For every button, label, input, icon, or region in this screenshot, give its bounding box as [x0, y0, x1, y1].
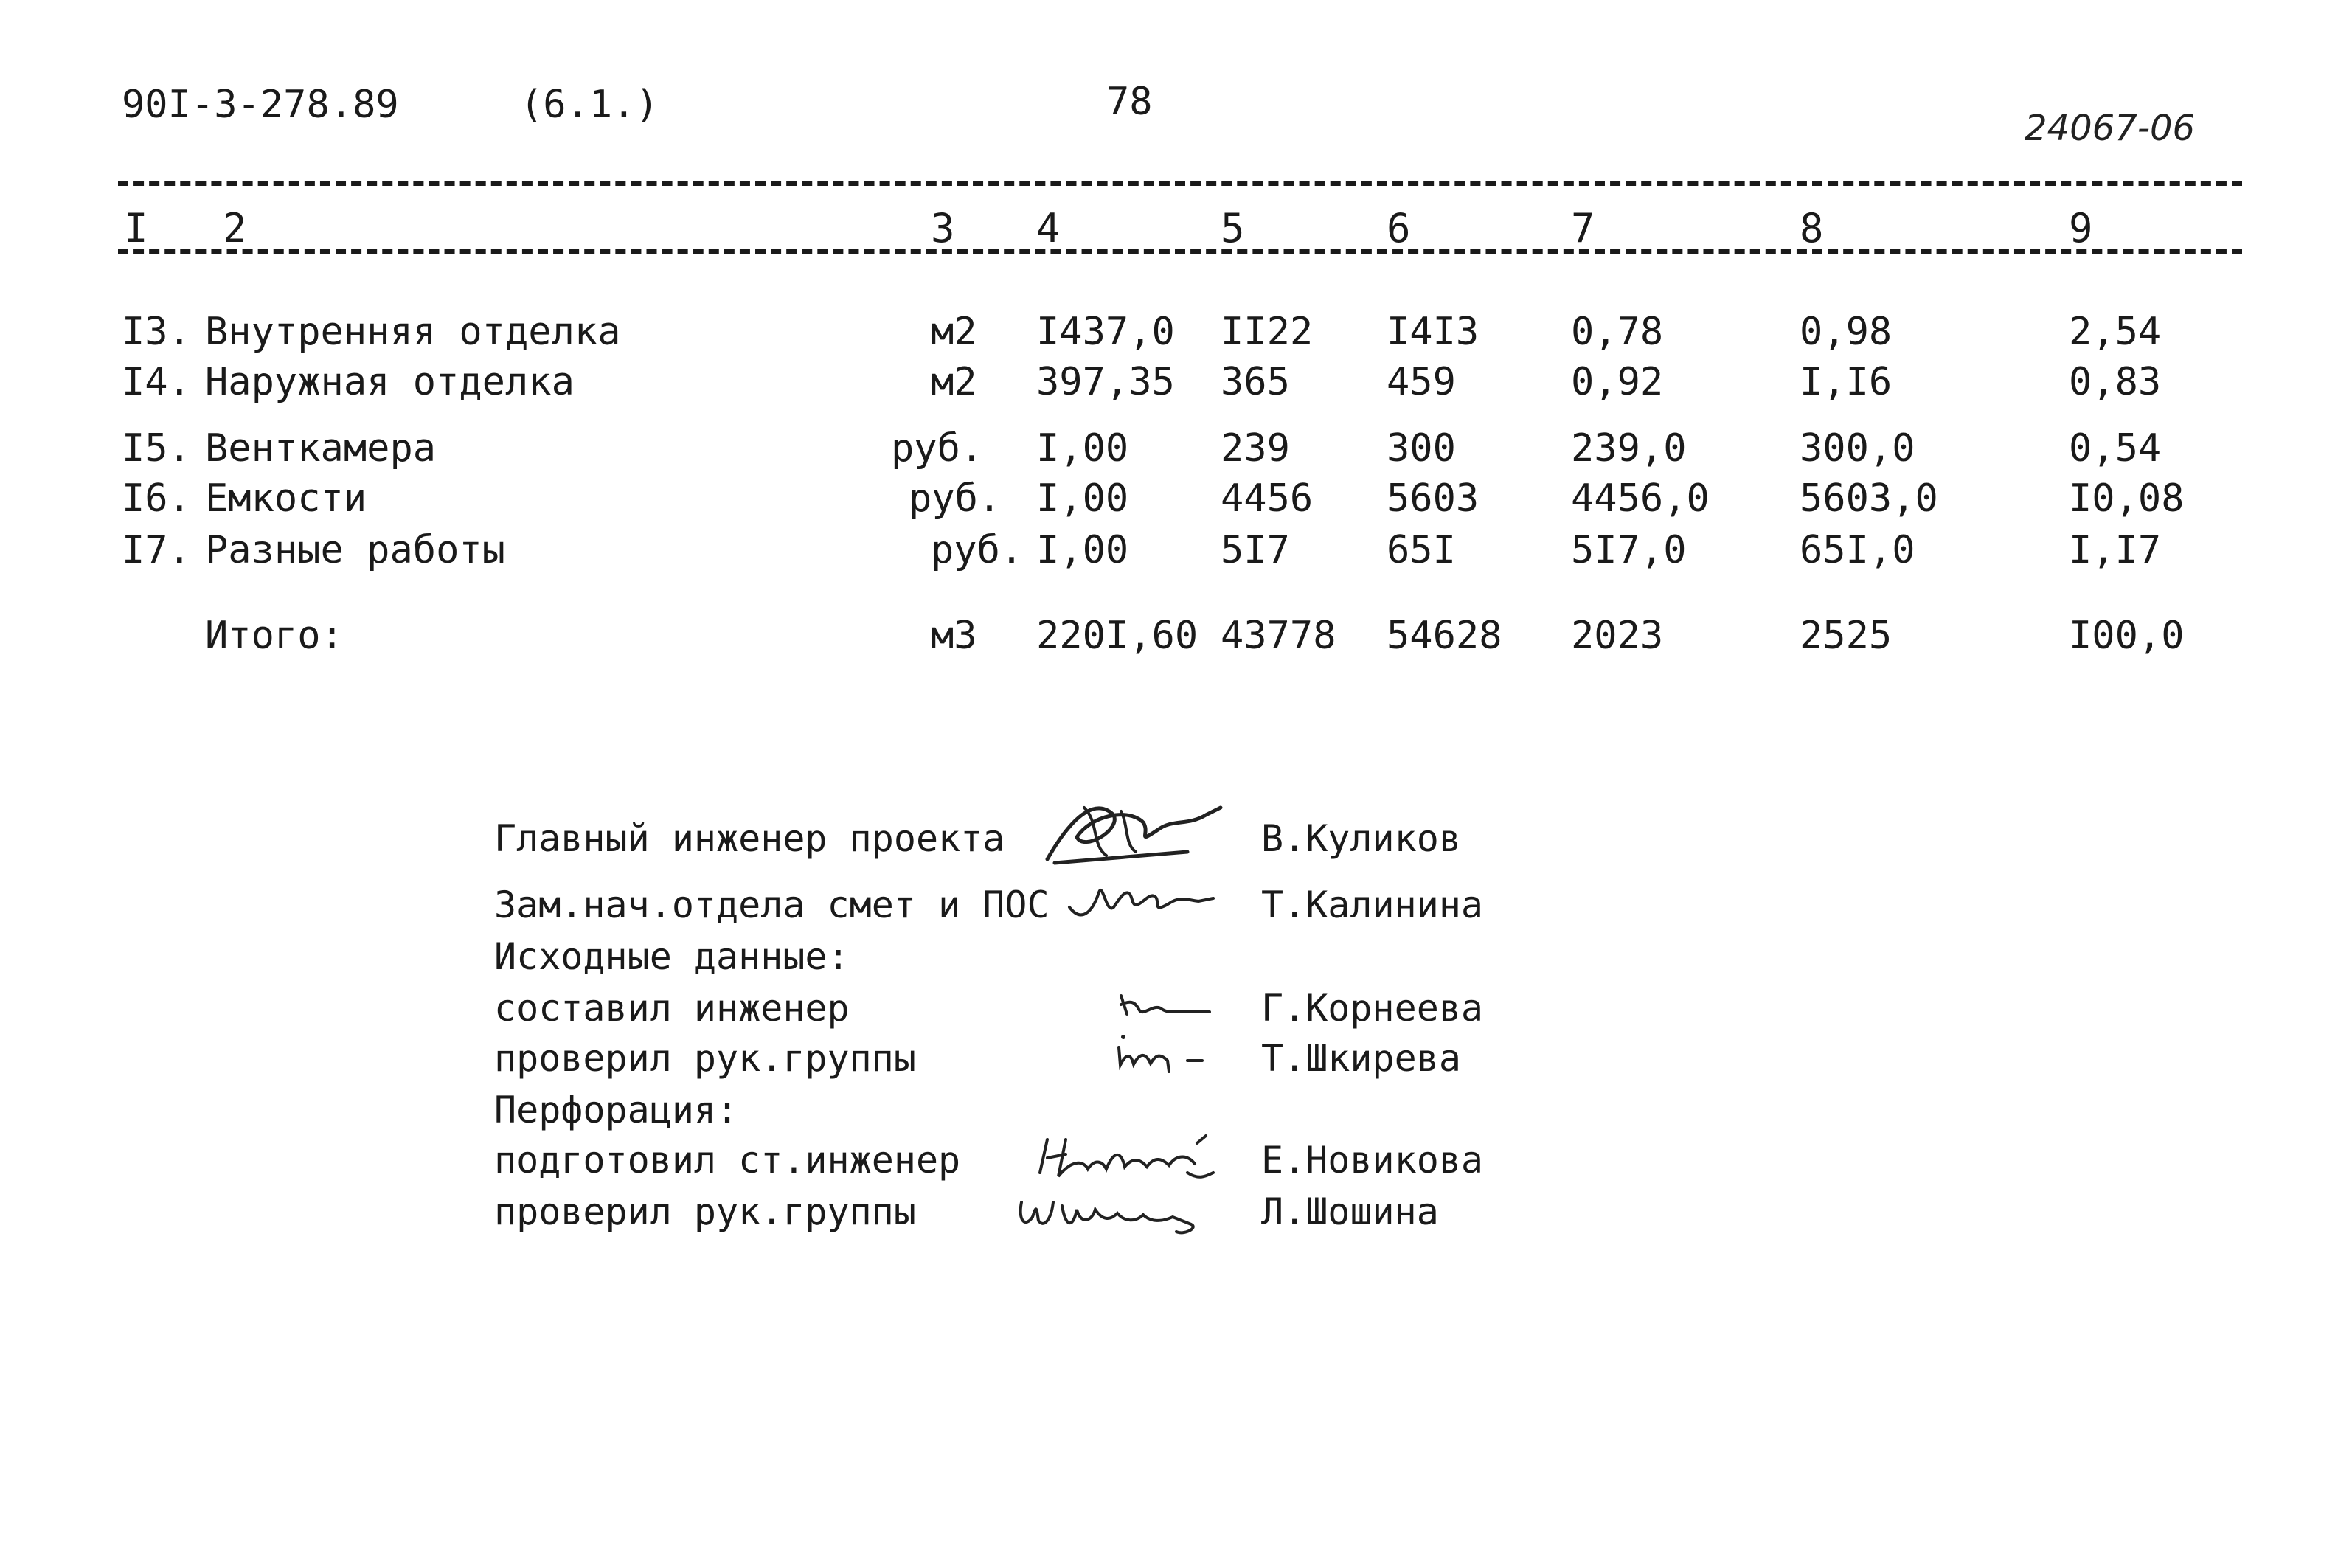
row-col9: 0,54: [2069, 426, 2162, 471]
signer-role: проверил рук.группы: [494, 1190, 916, 1233]
document-code: 90I-3-278.89: [122, 83, 399, 127]
row-number: I4.: [122, 360, 191, 404]
row-col6: 65I: [1387, 528, 1456, 572]
row-col8: 65I,0: [1800, 528, 1915, 572]
section-heading: Исходные данные:: [494, 935, 850, 978]
row-col7: 4456,0: [1571, 476, 1710, 521]
row-name: Внутренняя отделка: [205, 310, 621, 354]
handwritten-signature-korneeva: [1114, 981, 1224, 1025]
row-number: I3.: [122, 310, 191, 354]
column-header-3: 3: [931, 205, 955, 251]
row-col5: 5I7: [1221, 528, 1290, 572]
handwritten-signature-kulikov: [1033, 793, 1239, 874]
handwritten-signature-shkireva: [1110, 1031, 1221, 1075]
section-heading: Перфорация:: [494, 1089, 739, 1131]
signer-name: Г.Корнеева: [1261, 987, 1484, 1030]
total-col4: 220I,60: [1036, 614, 1198, 658]
row-col4: I,00: [1036, 476, 1129, 521]
section-number: (6.1.): [520, 83, 659, 127]
row-col5: 365: [1221, 360, 1290, 404]
signer-name: Т.Шкирева: [1261, 1037, 1461, 1080]
signer-name: В.Куликов: [1261, 817, 1461, 860]
signer-name: Л.Шошина: [1261, 1190, 1439, 1233]
row-col5: 239: [1221, 426, 1290, 471]
column-header-7: 7: [1571, 205, 1595, 251]
row-number: I5.: [122, 426, 191, 471]
inventory-stamp: 24067-06: [2025, 108, 2196, 149]
signature-section-heading: [0, 935, 2352, 987]
total-label: Итого:: [205, 614, 344, 658]
signer-role: подготовил ст.инженер: [494, 1139, 961, 1182]
table-top-rule: [118, 181, 2242, 186]
row-col9: I0,08: [2069, 476, 2185, 521]
row-unit: руб.: [931, 528, 1024, 572]
row-name: Наружная отделка: [205, 360, 575, 404]
row-unit: руб.: [909, 476, 1002, 521]
row-col7: 5I7,0: [1571, 528, 1687, 572]
row-col8: I,I6: [1800, 360, 1893, 404]
column-header-8: 8: [1800, 205, 1824, 251]
column-header-5: 5: [1221, 205, 1245, 251]
row-col9: 0,83: [2069, 360, 2162, 404]
row-col6: 300: [1387, 426, 1456, 471]
signer-role: составил инженер: [494, 987, 850, 1030]
total-col9: I00,0: [2069, 614, 2185, 658]
total-col8: 2525: [1800, 614, 1893, 658]
row-col4: 397,35: [1036, 360, 1175, 404]
signer-role: Зам.нач.отдела смет и ПОС: [494, 884, 1050, 926]
row-col5: II22: [1221, 310, 1314, 354]
row-number: I7.: [122, 528, 191, 572]
table-row: [0, 360, 2352, 412]
row-col7: 239,0: [1571, 426, 1687, 471]
row-col8: 0,98: [1800, 310, 1893, 354]
column-header-9: 9: [2069, 205, 2093, 251]
signer-name: Е.Новикова: [1261, 1139, 1484, 1182]
row-name: Разные работы: [205, 528, 505, 572]
signer-name: Т.Калинина: [1261, 884, 1484, 926]
row-col7: 0,78: [1571, 310, 1664, 354]
table-row: [0, 476, 2352, 528]
row-col4: I437,0: [1036, 310, 1175, 354]
row-col7: 0,92: [1571, 360, 1664, 404]
page-number: 78: [1106, 80, 1153, 124]
signer-role: проверил рук.группы: [494, 1037, 916, 1080]
table-row: [0, 310, 2352, 361]
row-unit: м2: [931, 360, 977, 404]
handwritten-signature-shoshina: [1010, 1176, 1224, 1243]
row-col5: 4456: [1221, 476, 1314, 521]
row-col6: 5603: [1387, 476, 1479, 521]
row-number: I6.: [122, 476, 191, 521]
column-header-1: I: [124, 205, 148, 251]
total-col7: 2023: [1571, 614, 1664, 658]
row-col8: 300,0: [1800, 426, 1915, 471]
total-col6: 54628: [1387, 614, 1502, 658]
column-header-4: 4: [1036, 205, 1061, 251]
row-name: Венткамера: [205, 426, 437, 471]
total-row: [0, 614, 2352, 665]
total-col5: 43778: [1221, 614, 1336, 658]
row-name: Емкости: [205, 476, 367, 521]
row-col8: 5603,0: [1800, 476, 1938, 521]
table-header-rule: [118, 249, 2242, 254]
row-unit: руб.: [891, 426, 984, 471]
row-col6: 459: [1387, 360, 1456, 404]
row-col9: 2,54: [2069, 310, 2162, 354]
row-col4: I,00: [1036, 426, 1129, 471]
column-header-2: 2: [223, 205, 247, 251]
handwritten-signature-kalinina: [1062, 870, 1239, 929]
total-unit: м3: [931, 614, 977, 658]
row-col6: I4I3: [1387, 310, 1479, 354]
signer-role: Главный инженер проекта: [494, 817, 1005, 860]
column-header-6: 6: [1387, 205, 1411, 251]
row-unit: м2: [931, 310, 977, 354]
row-col4: I,00: [1036, 528, 1129, 572]
table-row: [0, 528, 2352, 580]
table-row: [0, 426, 2352, 478]
row-col9: I,I7: [2069, 528, 2162, 572]
